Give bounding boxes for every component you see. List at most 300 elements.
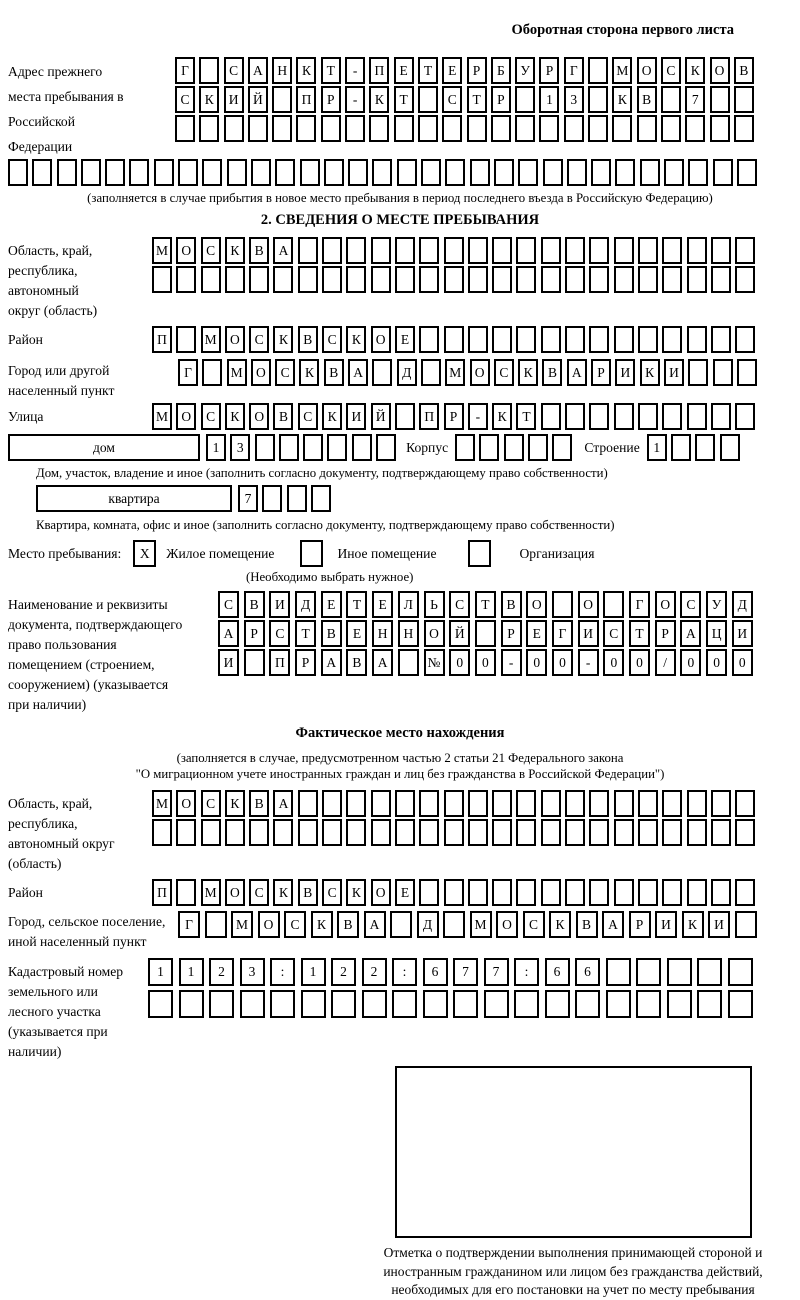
char-cell xyxy=(661,86,681,113)
char-cell: Г xyxy=(178,911,200,938)
fact-oblast-field xyxy=(8,790,792,874)
char-cell xyxy=(346,237,366,264)
char-cell xyxy=(687,266,707,293)
char-cell xyxy=(240,990,265,1018)
char-cell xyxy=(395,266,415,293)
char-cell xyxy=(148,990,173,1018)
char-cell xyxy=(199,57,219,84)
char-cell xyxy=(419,790,439,817)
fact-raion-label: Район xyxy=(8,885,43,900)
cell-row-kadastr-1 xyxy=(148,958,753,986)
doc-field xyxy=(8,591,792,715)
char-cell: 3 xyxy=(564,86,584,113)
char-cell: 0 xyxy=(680,649,701,676)
checkbox-zhiloe: X xyxy=(133,540,156,567)
char-cell xyxy=(614,879,634,906)
char-cell xyxy=(154,159,174,186)
char-cell: Й xyxy=(449,620,470,647)
char-cell xyxy=(711,266,731,293)
char-cell: В xyxy=(576,911,598,938)
char-cell xyxy=(321,115,341,142)
char-cell xyxy=(711,237,731,264)
stamp-caption: Отметка о подтверждении выполнения принимающей стороной и иностранным гражданином или лицом без гражданства действий, необходимых для его постановки на учет по месту пребывания xyxy=(383,1245,763,1297)
char-cell xyxy=(419,237,439,264)
char-cell xyxy=(298,237,318,264)
char-cell: 3 xyxy=(240,958,265,986)
kvartira-row xyxy=(36,485,792,512)
char-cell xyxy=(734,115,754,142)
char-cell: М xyxy=(152,790,172,817)
char-cell xyxy=(565,237,585,264)
char-cell: И xyxy=(218,649,239,676)
char-cell xyxy=(455,434,475,461)
char-cell xyxy=(8,159,28,186)
char-cell: : xyxy=(392,958,417,986)
char-cell xyxy=(272,115,292,142)
cell-row-fact-raion xyxy=(152,879,755,906)
char-cell xyxy=(479,434,499,461)
char-cell xyxy=(467,115,487,142)
char-cell xyxy=(728,990,753,1018)
char-cell xyxy=(468,819,488,846)
char-cell: О xyxy=(176,790,196,817)
char-cell: О xyxy=(225,326,245,353)
char-cell: К xyxy=(225,403,245,430)
char-cell xyxy=(541,819,561,846)
char-cell xyxy=(468,326,488,353)
char-cell xyxy=(201,266,221,293)
char-cell xyxy=(176,819,196,846)
char-cell xyxy=(614,326,634,353)
char-cell xyxy=(287,485,307,512)
dom-note: Дом, участок, владение и иное (заполнить согласно документу, подтверждающему право собственности) xyxy=(36,466,608,480)
char-cell xyxy=(638,790,658,817)
char-cell xyxy=(588,57,608,84)
char-cell xyxy=(638,403,658,430)
char-cell xyxy=(687,326,707,353)
char-cell: В xyxy=(273,403,293,430)
char-cell: К xyxy=(273,326,293,353)
char-cell xyxy=(636,990,661,1018)
char-cell: О xyxy=(526,591,547,618)
char-cell xyxy=(539,115,559,142)
char-cell: С xyxy=(442,86,462,113)
char-cell xyxy=(468,237,488,264)
char-cell: В xyxy=(637,86,657,113)
char-cell: Т xyxy=(467,86,487,113)
cell-row-kvartira xyxy=(238,485,331,512)
char-cell: У xyxy=(706,591,727,618)
oblast-field xyxy=(8,237,792,321)
char-cell xyxy=(279,434,299,461)
char-cell: С xyxy=(201,403,221,430)
cell-row-oblast-2 xyxy=(152,266,755,293)
char-cell: С xyxy=(218,591,239,618)
char-cell xyxy=(728,958,753,986)
char-cell xyxy=(202,159,222,186)
char-cell xyxy=(494,159,514,186)
char-cell xyxy=(443,911,465,938)
char-cell xyxy=(205,911,227,938)
char-cell: Й xyxy=(371,403,391,430)
char-cell xyxy=(394,115,414,142)
char-cell: К xyxy=(346,879,366,906)
cell-row-raion xyxy=(152,326,755,353)
char-cell: Д xyxy=(295,591,316,618)
char-cell xyxy=(398,649,419,676)
char-cell xyxy=(638,879,658,906)
char-cell: Р xyxy=(655,620,676,647)
char-cell xyxy=(589,266,609,293)
char-cell xyxy=(589,790,609,817)
page-corner-note: Оборотная сторона первого листа xyxy=(511,22,734,38)
char-cell xyxy=(346,266,366,293)
char-cell xyxy=(737,159,757,186)
kadastr-field xyxy=(8,958,792,1062)
char-cell: О xyxy=(251,359,271,386)
cell-row-doc-1 xyxy=(218,591,753,618)
char-cell xyxy=(516,237,536,264)
char-cell xyxy=(298,819,318,846)
char-cell: Г xyxy=(564,57,584,84)
char-cell xyxy=(298,790,318,817)
char-cell: К xyxy=(682,911,704,938)
char-cell: О xyxy=(176,403,196,430)
char-cell xyxy=(296,115,316,142)
char-cell: 0 xyxy=(526,649,547,676)
char-cell: Е xyxy=(321,591,342,618)
char-cell: А xyxy=(567,359,587,386)
doc-label: Наименование и реквизиты документа, подтверждающего право пользования помещением (строением, сооружением) (указывается при наличии) xyxy=(8,597,183,712)
char-cell: С xyxy=(298,403,318,430)
char-cell: Й xyxy=(248,86,268,113)
char-cell: В xyxy=(249,237,269,264)
char-cell xyxy=(615,159,635,186)
char-cell xyxy=(711,403,731,430)
char-cell xyxy=(687,819,707,846)
char-cell: Г xyxy=(552,620,573,647)
char-cell xyxy=(564,115,584,142)
char-cell: М xyxy=(227,359,247,386)
char-cell: 1 xyxy=(539,86,559,113)
char-cell: В xyxy=(337,911,359,938)
char-cell xyxy=(606,990,631,1018)
mesto-option-org-label: Организация xyxy=(519,546,595,561)
char-cell xyxy=(711,819,731,846)
char-cell: О xyxy=(655,591,676,618)
char-cell xyxy=(667,990,692,1018)
char-cell: П xyxy=(419,403,439,430)
char-cell: О xyxy=(371,326,391,353)
char-cell xyxy=(614,819,634,846)
fact-gorod-label: Город, сельское поселение, иной населенный пункт xyxy=(8,914,166,949)
char-cell: Р xyxy=(295,649,316,676)
char-cell xyxy=(662,266,682,293)
char-cell: Р xyxy=(539,57,559,84)
char-cell xyxy=(614,790,634,817)
char-cell xyxy=(418,86,438,113)
char-cell xyxy=(662,790,682,817)
prev-address-note: (заполняется в случае прибытия в новое место пребывания в период последнего въезда в Российскую Федерацию) xyxy=(87,191,713,205)
char-cell: О xyxy=(258,911,280,938)
char-cell: Т xyxy=(475,591,496,618)
cell-row-fact-oblast-1 xyxy=(152,790,755,817)
char-cell: С xyxy=(201,237,221,264)
char-cell xyxy=(541,237,561,264)
char-cell: К xyxy=(612,86,632,113)
char-cell xyxy=(419,879,439,906)
char-cell xyxy=(664,159,684,186)
char-cell xyxy=(516,819,536,846)
char-cell: Д xyxy=(397,359,417,386)
char-cell xyxy=(248,115,268,142)
char-cell xyxy=(362,990,387,1018)
char-cell xyxy=(710,115,730,142)
char-cell xyxy=(662,403,682,430)
char-cell xyxy=(662,819,682,846)
char-cell: П xyxy=(152,879,172,906)
char-cell: Е xyxy=(394,57,414,84)
char-cell xyxy=(348,159,368,186)
char-cell: Т xyxy=(346,591,367,618)
char-cell xyxy=(734,86,754,113)
char-cell: О xyxy=(225,879,245,906)
char-cell: С xyxy=(175,86,195,113)
char-cell xyxy=(322,790,342,817)
char-cell xyxy=(249,819,269,846)
char-cell: : xyxy=(270,958,295,986)
char-cell: А xyxy=(680,620,701,647)
cell-row-doc-2 xyxy=(218,620,753,647)
char-cell xyxy=(667,958,692,986)
char-cell xyxy=(57,159,77,186)
char-cell xyxy=(176,879,196,906)
char-cell xyxy=(688,159,708,186)
prev-address-label: Адрес прежнего места пребывания в Российской Федерации xyxy=(8,64,124,154)
char-cell xyxy=(735,911,757,938)
char-cell xyxy=(565,790,585,817)
char-cell: О xyxy=(578,591,599,618)
confirmation-stamp-box xyxy=(395,1066,752,1238)
char-cell: 1 xyxy=(179,958,204,986)
oblast-label: Область, край, республика, автономный округ (область) xyxy=(8,243,98,318)
char-cell xyxy=(589,403,609,430)
char-cell: О xyxy=(710,57,730,84)
char-cell xyxy=(697,958,722,986)
char-cell xyxy=(713,159,733,186)
char-cell: С xyxy=(661,57,681,84)
cell-row-doc-3 xyxy=(218,649,753,676)
fact-note-line2: "О миграционном учете иностранных граждан и лиц без гражданства в Российской Федерации") xyxy=(135,767,665,781)
char-cell: К xyxy=(225,790,245,817)
char-cell: В xyxy=(346,649,367,676)
char-cell: Р xyxy=(467,57,487,84)
char-cell: 7 xyxy=(484,958,509,986)
char-cell xyxy=(81,159,101,186)
char-cell xyxy=(251,159,271,186)
char-cell: О xyxy=(249,403,269,430)
char-cell xyxy=(545,990,570,1018)
char-cell: № xyxy=(424,649,445,676)
char-cell: П xyxy=(269,649,290,676)
char-cell: 2 xyxy=(362,958,387,986)
char-cell xyxy=(711,879,731,906)
cell-row-prev-address-2 xyxy=(175,86,754,113)
char-cell: Е xyxy=(395,879,415,906)
char-cell xyxy=(687,403,707,430)
char-cell: И xyxy=(224,86,244,113)
char-cell: П xyxy=(296,86,316,113)
char-cell xyxy=(272,86,292,113)
char-cell: К xyxy=(346,326,366,353)
char-cell xyxy=(565,403,585,430)
char-cell xyxy=(735,237,755,264)
char-cell: 0 xyxy=(552,649,573,676)
char-cell xyxy=(371,266,391,293)
char-cell xyxy=(612,115,632,142)
char-cell: Р xyxy=(244,620,265,647)
char-cell: Т xyxy=(418,57,438,84)
char-cell: М xyxy=(470,911,492,938)
char-cell xyxy=(224,115,244,142)
char-cell xyxy=(421,159,441,186)
char-cell xyxy=(444,237,464,264)
char-cell xyxy=(662,237,682,264)
char-cell xyxy=(345,115,365,142)
char-cell xyxy=(687,237,707,264)
char-cell: / xyxy=(655,649,676,676)
char-cell: 6 xyxy=(575,958,600,986)
char-cell: А xyxy=(602,911,624,938)
char-cell: - xyxy=(345,57,365,84)
fact-title: Фактическое место нахождения xyxy=(295,725,505,741)
char-cell xyxy=(589,237,609,264)
char-cell xyxy=(470,159,490,186)
char-cell xyxy=(445,159,465,186)
char-cell xyxy=(640,159,660,186)
char-cell: В xyxy=(542,359,562,386)
char-cell xyxy=(514,990,539,1018)
char-cell xyxy=(638,326,658,353)
raion-field xyxy=(8,326,792,353)
char-cell: А xyxy=(218,620,239,647)
char-cell: М xyxy=(152,237,172,264)
char-cell xyxy=(475,620,496,647)
char-cell: К xyxy=(518,359,538,386)
char-cell xyxy=(201,819,221,846)
char-cell xyxy=(273,819,293,846)
gorod-label: Город или другой населенный пункт xyxy=(8,363,115,398)
char-cell: О xyxy=(470,359,490,386)
char-cell xyxy=(528,434,548,461)
char-cell: О xyxy=(496,911,518,938)
char-cell: В xyxy=(298,879,318,906)
checkbox-inoe xyxy=(300,540,323,567)
char-cell: Т xyxy=(516,403,536,430)
stroenie-label: Строение xyxy=(584,440,640,455)
char-cell xyxy=(346,819,366,846)
cell-row-korpus xyxy=(455,434,572,461)
char-cell: 1 xyxy=(206,434,226,461)
char-cell xyxy=(504,434,524,461)
char-cell xyxy=(453,990,478,1018)
char-cell: Н xyxy=(398,620,419,647)
prev-address-field xyxy=(8,57,792,159)
char-cell xyxy=(346,790,366,817)
char-cell: Е xyxy=(372,591,393,618)
char-cell: Н xyxy=(372,620,393,647)
raion-label: Район xyxy=(8,332,43,347)
char-cell xyxy=(275,159,295,186)
char-cell xyxy=(300,159,320,186)
char-cell xyxy=(685,115,705,142)
char-cell: С xyxy=(249,879,269,906)
char-cell xyxy=(395,819,415,846)
fact-raion-field xyxy=(8,879,792,906)
char-cell xyxy=(372,359,392,386)
char-cell xyxy=(720,434,740,461)
char-cell xyxy=(589,326,609,353)
char-cell: 0 xyxy=(475,649,496,676)
gorod-field xyxy=(8,355,792,401)
char-cell xyxy=(262,485,282,512)
char-cell: А xyxy=(364,911,386,938)
char-cell: И xyxy=(732,620,753,647)
char-cell: М xyxy=(445,359,465,386)
cell-row-ulitsa xyxy=(152,403,755,430)
char-cell: П xyxy=(152,326,172,353)
char-cell: Р xyxy=(444,403,464,430)
char-cell: 1 xyxy=(148,958,173,986)
char-cell xyxy=(662,879,682,906)
char-cell xyxy=(419,819,439,846)
char-cell xyxy=(565,326,585,353)
char-cell: П xyxy=(369,57,389,84)
char-cell: 1 xyxy=(647,434,667,461)
mesto-note: (Необходимо выбрать нужное) xyxy=(246,570,414,584)
char-cell xyxy=(129,159,149,186)
char-cell: М xyxy=(201,326,221,353)
char-cell: 2 xyxy=(331,958,356,986)
char-cell: Е xyxy=(526,620,547,647)
fact-gorod-field xyxy=(8,908,792,952)
char-cell xyxy=(392,990,417,1018)
char-cell xyxy=(516,879,536,906)
char-cell: М xyxy=(201,879,221,906)
char-cell xyxy=(444,266,464,293)
char-cell: 0 xyxy=(603,649,624,676)
char-cell xyxy=(491,115,511,142)
char-cell xyxy=(735,819,755,846)
char-cell xyxy=(614,403,634,430)
char-cell: К xyxy=(549,911,571,938)
char-cell: Т xyxy=(394,86,414,113)
section2-title: 2. СВЕДЕНИЯ О МЕСТЕ ПРЕБЫВАНИЯ xyxy=(260,212,540,228)
char-cell: У xyxy=(515,57,535,84)
char-cell: 7 xyxy=(238,485,258,512)
cell-row-dom xyxy=(206,434,396,461)
char-cell: А xyxy=(372,649,393,676)
char-cell xyxy=(518,159,538,186)
char-cell xyxy=(662,326,682,353)
char-cell xyxy=(492,879,512,906)
char-cell: Н xyxy=(272,57,292,84)
char-cell: - xyxy=(578,649,599,676)
char-cell: И xyxy=(578,620,599,647)
char-cell: В xyxy=(249,790,269,817)
cell-row-gorod xyxy=(178,359,757,386)
char-cell xyxy=(331,990,356,1018)
